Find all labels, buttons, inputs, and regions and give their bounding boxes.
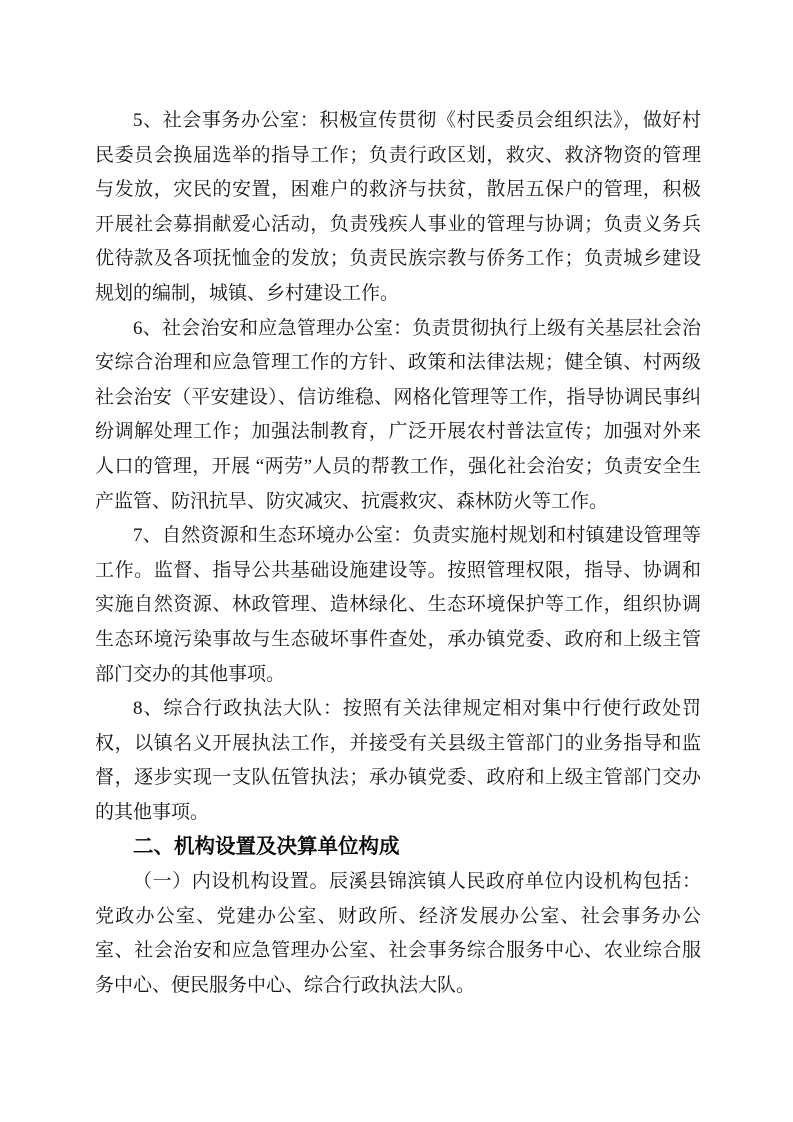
paragraph-natural-resources-ecology-office: 7、自然资源和生态环境办公室：负责实施村规划和村镇建设管理等工作。监督、指导公共基础设施建设等。按照管理权限，指导、协调和实施自然资源、林政管理、造林绿化、生态环境保护等工作，组织协调生态环境污染事故与生态破坏事件查处，承办镇党委、政府和上级主管部门交办的其他事项。 bbox=[95, 525, 701, 685]
document-content bbox=[95, 104, 701, 1003]
paragraph-social-affairs-office: 5、社会事务办公室：积极宣传贯彻《村民委员会组织法》，做好村民委员会换届选举的指导工作；负责行政区划，救灾、救济物资的管理与发放，灾民的安置，困难户的救济与扶贫，散居五保户的管理，积极开展社会募捐献爱心活动，负责残疾人事业的管理与协调；负责义务兵优待款及各项抚恤金的发放；负责民族宗教与侨务工作；负责城乡建设规划的编制，城镇、乡村建设工作。 bbox=[95, 110, 701, 304]
paragraph-internal-org-setup: （一）内设机构设置。辰溪县锦滨镇人民政府单位内设机构包括：党政办公室、党建办公室、财政所、经济发展办公室、社会事务办公室、社会治安和应急管理办公室、社会事务综合服务中心、农业综合服务中心、便民服务中心、综合行政执法大队。 bbox=[95, 871, 701, 996]
section-heading-org-setup: 二、机构设置及决算单位构成 bbox=[133, 835, 400, 859]
paragraph-comprehensive-law-enforcement-brigade: 8、综合行政执法大队：按照有关法律规定相对集中行使行政处罚权，以镇名义开展执法工作，并接受有关县级主管部门的业务指导和监督，逐步实现一支队伍管执法；承办镇党委、政府和上级主管部门交办的其他事项。 bbox=[95, 698, 701, 823]
paragraph-public-security-emergency-office: 6、社会治安和应急管理办公室：负责贯彻执行上级有关基层社会治安综合治理和应急管理工作的方针、政策和法律法规；健全镇、村两级社会治安（平安建设）、信访维稳、网格化管理等工作，指导协调民事纠纷调解处理工作；加强法制教育，广泛开展农村普法宣传；加强对外来人口的管理，开展 “两劳”人员的帮教工作，强化社会治安；负责安全生产监管、防汛抗旱、防灾减灾、抗震救灾、森林防火等工作。 bbox=[95, 317, 701, 512]
